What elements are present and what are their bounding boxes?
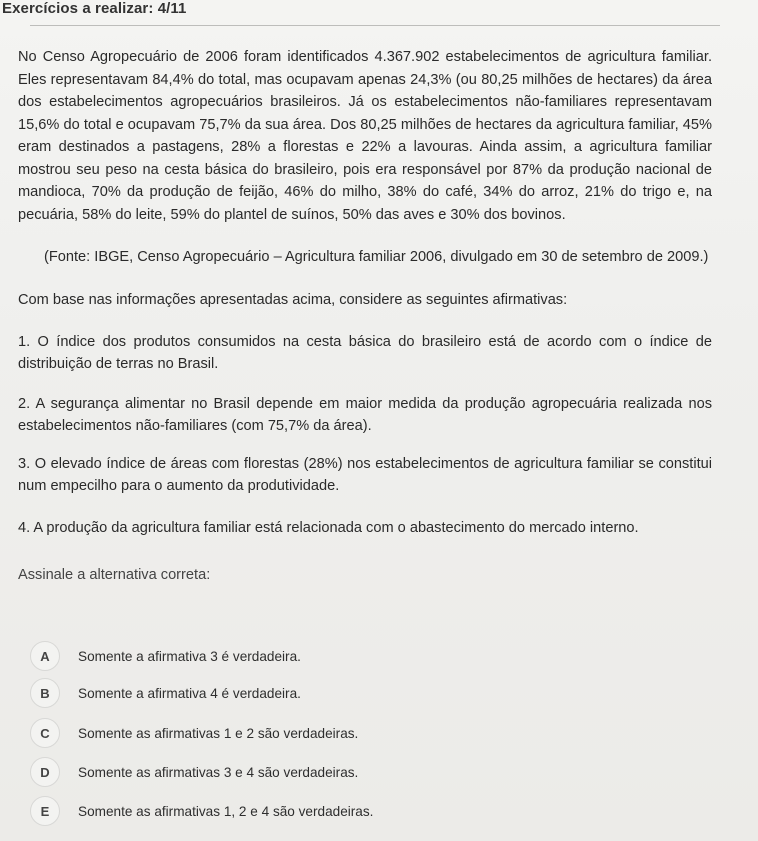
option-d[interactable] bbox=[30, 756, 450, 788]
option-a-text[interactable]: Somente a afirmativa 3 é verdadeira. bbox=[78, 648, 301, 664]
option-b[interactable] bbox=[30, 677, 450, 709]
source-citation: (Fonte: IBGE, Censo Agropecuário – Agricultura familiar 2006, divulgado em 30 de setembro de 2009.) bbox=[44, 249, 709, 265]
text-passage: No Censo Agropecuário de 2006 foram identificados 4.367.902 estabelecimentos de agricultura familiar. Eles representavam 84,4% do total, mas ocupavam apenas 24,3% (ou 80,25 milhões de hectares) da área dos estabelecimentos agropecuários brasileiros. Já os estabelecimentos não-familiares representavam 15,6% do total e ocupavam 75,7% da sua área. Dos 80,25 milhões de hectares da agricultura familiar, 45% eram destinados a pastagens, 28% a florestas e 22% a lavouras. Ainda assim, a agricultura familiar mostrou seu peso na cesta básica do brasileiro, pois era responsável por 87% da produção nacional de mandioca, 70% da produção de feijão, 46% do milho, 38% do café, 34% do arroz, 21% do trigo e, na pecuária, 58% do leite, 59% do plantel de suínos, 50% das aves e 30% dos bovinos. bbox=[18, 49, 712, 223]
statement-4: 4. A produção da agricultura familiar está relacionada com o abastecimento do mercado interno. bbox=[18, 520, 639, 536]
option-c[interactable] bbox=[30, 717, 450, 749]
option-e-text[interactable]: Somente as afirmativas 1, 2 e 4 são verdadeiras. bbox=[78, 803, 374, 819]
option-c-letter-badge[interactable]: C bbox=[30, 718, 60, 748]
option-c-text[interactable]: Somente as afirmativas 1 e 2 são verdadeiras. bbox=[78, 725, 359, 741]
option-b-letter-badge[interactable]: B bbox=[30, 678, 60, 708]
statement-2: 2. A segurança alimentar no Brasil depende em maior medida da produção agropecuária realizada nos estabelecimentos não-familiares (com 75,7% da área). bbox=[18, 396, 712, 434]
option-e[interactable] bbox=[30, 795, 450, 827]
statement-1: 1. O índice dos produtos consumidos na cesta básica do brasileiro está de acordo com o índice de distribuição de terras no Brasil. bbox=[18, 334, 712, 372]
option-b-text[interactable]: Somente a afirmativa 4 é verdadeira. bbox=[78, 685, 301, 701]
exercise-progress-title: Exercícios a realizar: 4/11 bbox=[2, 0, 187, 17]
option-a[interactable] bbox=[30, 640, 450, 672]
option-e-letter-badge[interactable]: E bbox=[30, 796, 60, 826]
header-divider bbox=[30, 25, 720, 26]
statement-3: 3. O elevado índice de áreas com florestas (28%) nos estabelecimentos de agricultura familiar se constitui num empecilho para o aumento da produtividade. bbox=[18, 456, 712, 494]
answer-instruction: Assinale a alternativa correta: bbox=[18, 567, 211, 583]
question-intro: Com base nas informações apresentadas acima, considere as seguintes afirmativas: bbox=[18, 292, 568, 308]
option-a-letter-badge[interactable]: A bbox=[30, 641, 60, 671]
option-d-letter-badge[interactable]: D bbox=[30, 757, 60, 787]
option-d-text[interactable]: Somente as afirmativas 3 e 4 são verdadeiras. bbox=[78, 764, 359, 780]
